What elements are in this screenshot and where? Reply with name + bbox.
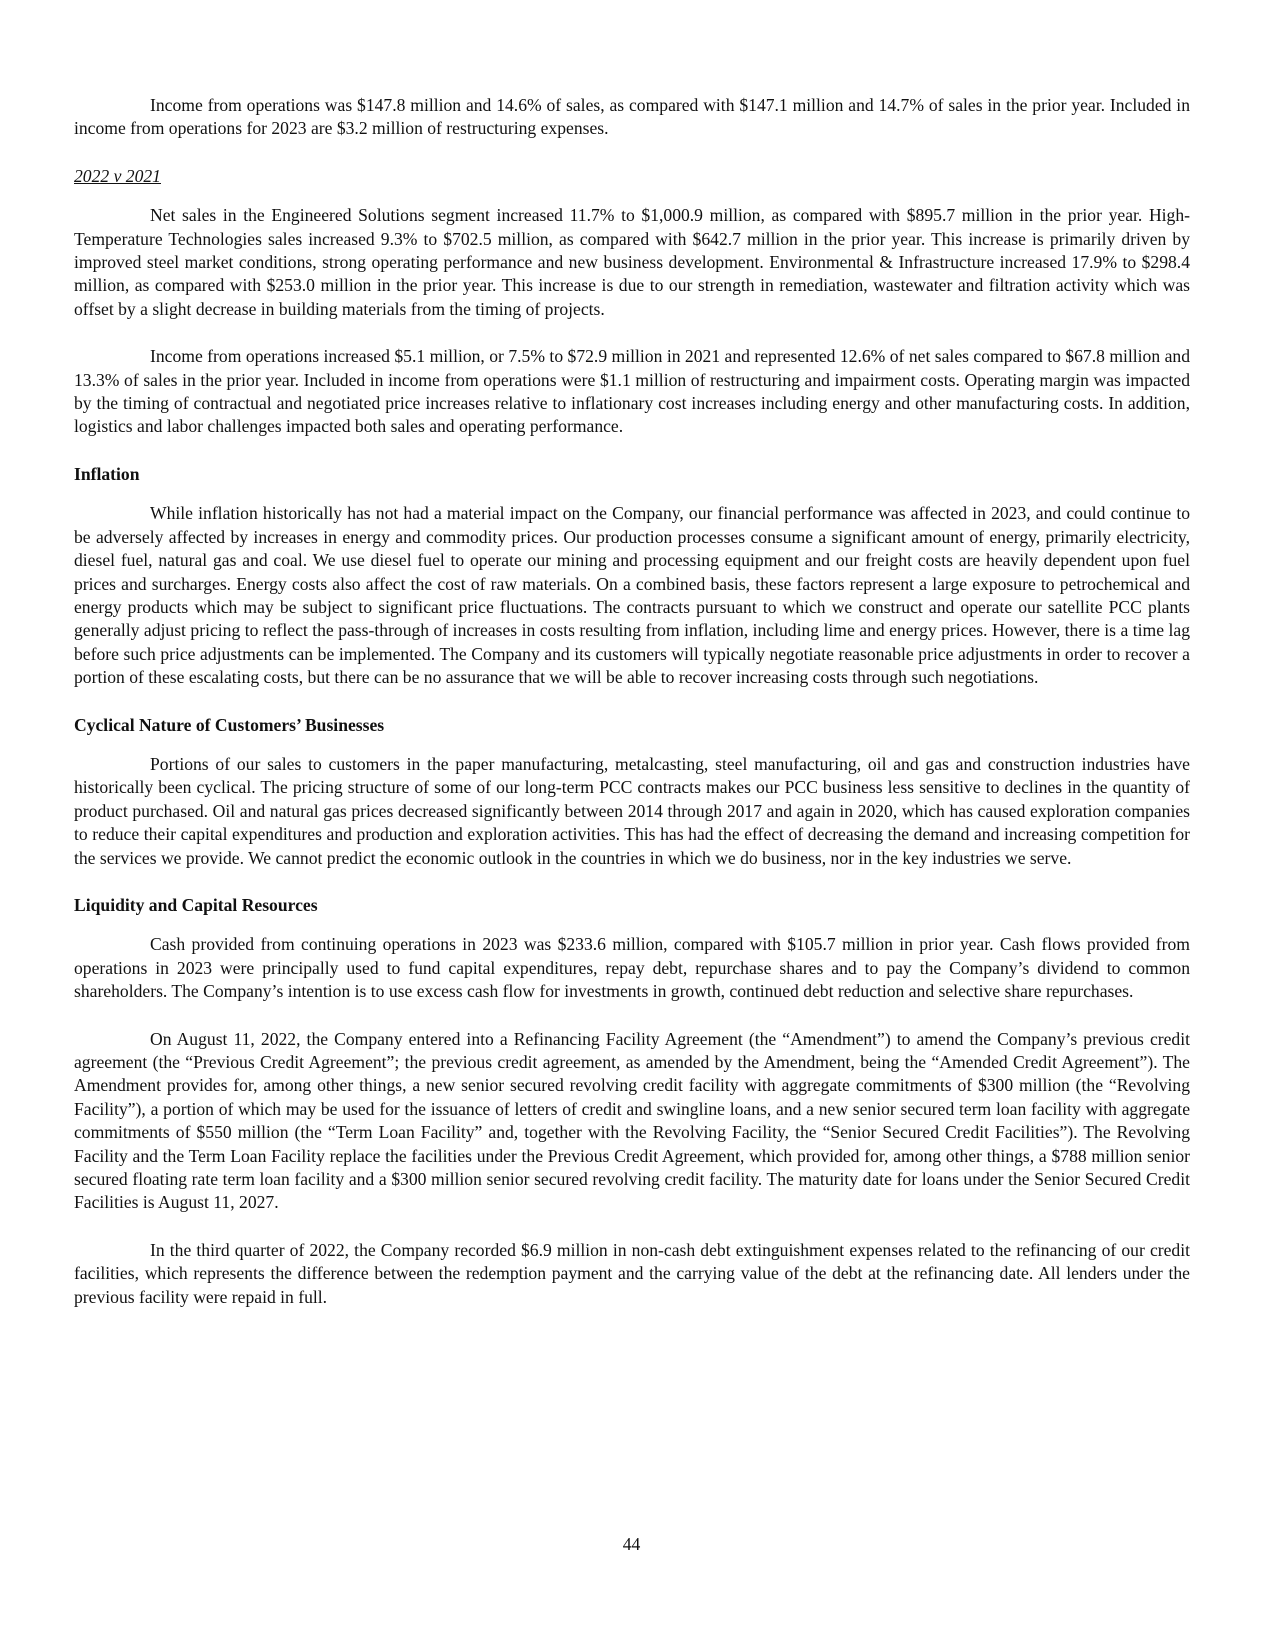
subheading-2022-v-2021: 2022 v 2021 bbox=[74, 165, 161, 186]
heading-cyclical-nature: Cyclical Nature of Customers’ Businesses bbox=[74, 714, 385, 735]
heading-inflation: Inflation bbox=[74, 463, 140, 484]
heading-liquidity: Liquidity and Capital Resources bbox=[74, 894, 318, 915]
paragraph-debt-extinguishment: In the third quarter of 2022, the Company recorded $6.9 million in non-cash debt extinguishment expenses related to the refinancing of our credit facilities, which represents the difference between the redemption payment and the carrying value of the debt at the refinancing date. All lenders under the previous facility were repaid in full. bbox=[74, 1239, 1190, 1307]
document-page bbox=[74, 94, 1190, 1309]
paragraph-cash-provided: Cash provided from continuing operations in 2023 was $233.6 million, compared with $105.7 million in prior year. Cash flows provided from operations in 2023 were principally used to fund capital expenditures, repay debt, repurchase shares and to pay the Company’s dividend to common shareholders. The Company’s intention is to use excess cash flow for investments in growth, continued debt reduction and selective share repurchases. bbox=[74, 934, 1190, 1002]
paragraph-income-operations-2022: Income from operations increased $5.1 million, or 7.5% to $72.9 million in 2021 and represented 12.6% of net sales compared to $67.8 million and 13.3% of sales in the prior year. Included in income from operations were $1.1 million of restructuring and impairment costs. Operating margin was impacted by the timing of contractual and negotiated price increases relative to inflationary cost increases including energy and other manufacturing costs. In addition, logistics and labor challenges impacted both sales and operating performance. bbox=[74, 346, 1190, 437]
paragraph-inflation: While inflation historically has not had a material impact on the Company, our financial performance was affected in 2023, and could continue to be adversely affected by increases in energy and commodity prices. Our production processes consume a significant amount of energy, primarily electricity, diesel fuel, natural gas and coal. We use diesel fuel to operate our mining and processing equipment and our freight costs are heavily dependent upon fuel prices and surcharges. Energy costs also affect the cost of raw materials. On a combined basis, these factors represent a large exposure to petrochemical and energy products which may be subject to significant price fluctuations. The contracts pursuant to which we construct and operate our satellite PCC plants generally adjust pricing to reflect the pass-through of increases in costs resulting from inflation, including lime and energy prices. However, there is a time lag before such price adjustments can be implemented. The Company and its customers will typically negotiate reasonable price adjustments in order to recover a portion of these escalating costs, but there can be no assurance that we will be able to recover increasing costs through such negotiations. bbox=[74, 503, 1190, 688]
paragraph-net-sales-engineered-solutions: Net sales in the Engineered Solutions segment increased 11.7% to $1,000.9 million, as compared with $895.7 million in the prior year. High-Temperature Technologies sales increased 9.3% to $702.5 million, as compared with $642.7 million in the prior year. This increase is primarily driven by improved steel market conditions, strong operating performance and new business development. Environmental & Infrastructure increased 17.9% to $298.4 million, as compared with $253.0 million in the prior year. This increase is due to our strength in remediation, wastewater and filtration activity which was offset by a slight decrease in building materials from the timing of projects. bbox=[74, 205, 1190, 319]
paragraph-cyclical-nature: Portions of our sales to customers in the paper manufacturing, metalcasting, steel manufacturing, oil and gas and construction industries have historically been cyclical. The pricing structure of some of our long-term PCC contracts makes our PCC business less sensitive to declines in the quantity of product purchased. Oil and natural gas prices decreased significantly between 2014 through 2017 and again in 2020, which has caused exploration companies to reduce their capital expenditures and production and exploration activities. This has had the effect of decreasing the demand and increasing competition for the services we provide. We cannot predict the economic outlook in the countries in which we do business, nor in the key industries we serve. bbox=[74, 753, 1190, 868]
page-number: 44 bbox=[622, 1534, 641, 1554]
paragraph-refinancing-agreement: On August 11, 2022, the Company entered into a Refinancing Facility Agreement (the “Amendment”) to amend the Company’s previous credit agreement (the “Previous Credit Agreement”; the previous credit agreement, as amended by the Amendment, being the “Amended Credit Agreement”). The Amendment provides for, among other things, a new senior secured revolving credit facility with aggregate commitments of $300 million (the “Revolving Facility”), a portion of which may be used for the issuance of letters of credit and swingline loans, and a new senior secured term loan facility with aggregate commitments of $550 million (the “Term Loan Facility” and, together with the Revolving Facility, the “Senior Secured Credit Facilities”). The Revolving Facility and the Term Loan Facility replace the facilities under the Previous Credit Agreement, which provided for, among other things, a $788 million senior secured floating rate term loan facility and a $300 million senior secured revolving credit facility. The maturity date for loans under the Senior Secured Credit Facilities is August 11, 2027. bbox=[74, 1028, 1190, 1213]
paragraph-income-operations-2023: Income from operations was $147.8 million and 14.6% of sales, as compared with $147.1 million and 14.7% of sales in the prior year. Included in income from operations for 2023 are $3.2 million of restructuring expenses. bbox=[74, 95, 1190, 139]
